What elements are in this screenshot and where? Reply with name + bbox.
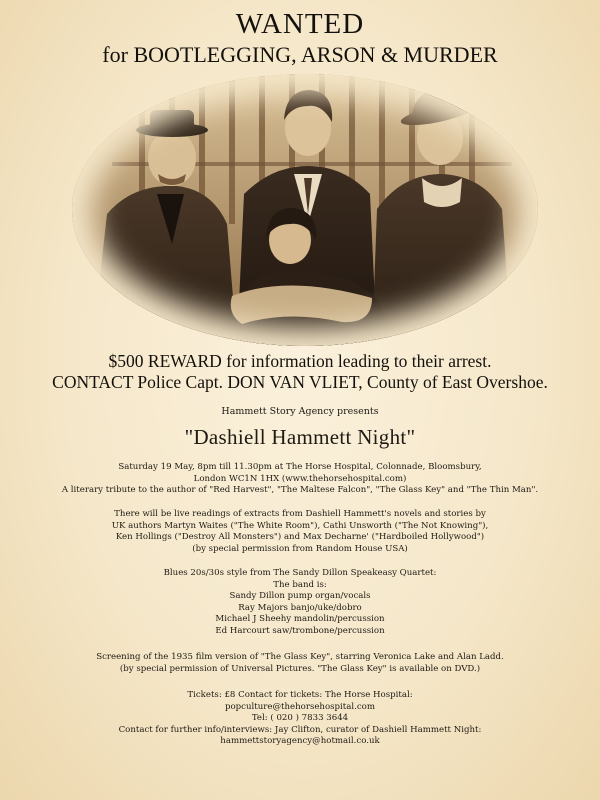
readings-line: (by special permission from Random House USA) <box>192 543 408 554</box>
readings-line: UK authors Martyn Waites ("The White Room"), Cathi Unsworth ("The Not Knowing"), <box>111 520 489 531</box>
event-title: "Dashiell Hammett Night" <box>184 425 416 449</box>
tickets-line: Tickets: £8 Contact for tickets: The Horse Hospital: <box>187 690 413 700</box>
details-line: A literary tribute to the author of "Red Harvest", "The Maltese Falcon", "The Glass Key" and "The Thin Man". <box>61 485 539 496</box>
music-line: Blues 20s/30s style from The Sandy Dillon Speakeasy Quartet: <box>163 568 437 578</box>
contact-line: CONTACT Police Capt. DON VAN VLIET, County of East Overshoe. <box>52 372 548 392</box>
readings-line: Ken Hollings ("Destroy All Monsters") and Max Decharne' ("Hardboiled Hollywood") <box>115 532 485 543</box>
details-line: Saturday 19 May, 8pm till 11.30pm at The Horse Hospital, Colonnade, Bloomsbury, <box>118 462 482 472</box>
readings-line: There will be live readings of extracts from Dashiell Hammett's novels and stories by <box>114 509 486 519</box>
event-details <box>0 462 600 497</box>
tickets-line: Contact for further info/interviews: Jay Clifton, curator of Dashiell Hammett Night: <box>118 724 482 735</box>
tickets-email: popculture@thehorsehospital.com <box>225 701 375 712</box>
screening-line: Screening of the 1935 film version of "The Glass Key", starring Veronica Lake and Alan Ladd. <box>96 652 504 662</box>
reward-line: $500 REWARD for information leading to their arrest. <box>108 351 492 371</box>
music-line: The band is: <box>273 579 327 590</box>
readings-section <box>0 509 600 555</box>
curator-email: hammettstoryagency@hotmail.co.uk <box>220 736 380 747</box>
screening-line: (by special permission of Universal Pictures. "The Glass Key" is available on DVD.) <box>119 663 481 674</box>
tickets-phone: Tel: ( 020 ) 7833 3644 <box>251 713 349 724</box>
music-line: Ray Majors banjo/uke/dobro <box>238 602 362 613</box>
details-line: London WC1N 1HX (www.thehorsehospital.com) <box>193 473 407 484</box>
music-line: Ed Harcourt saw/trombone/percussion <box>215 625 385 636</box>
poster-headline: WANTED <box>235 8 365 40</box>
music-line: Sandy Dillon pump organ/vocals <box>229 591 371 602</box>
group-photo <box>72 74 538 346</box>
presenter-line: Hammett Story Agency presents <box>221 406 379 417</box>
poster-crimes: for BOOTLEGGING, ARSON & MURDER <box>102 42 498 67</box>
screening-section <box>0 652 600 675</box>
music-line: Michael J Sheehy mandolin/percussion <box>215 614 385 625</box>
tickets-section <box>0 690 600 748</box>
music-section <box>0 568 600 638</box>
